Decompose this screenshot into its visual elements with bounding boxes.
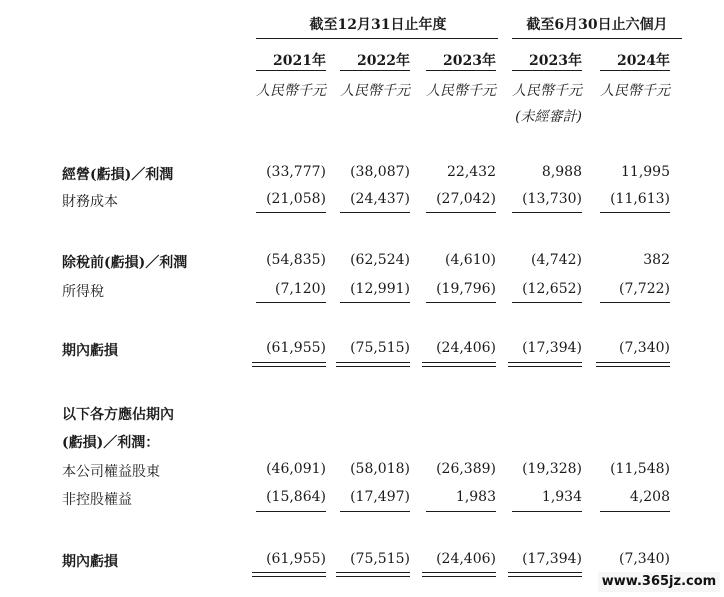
subtotal-rule xyxy=(256,212,326,213)
table-cell: (24,406) xyxy=(436,340,496,356)
subtotal-rule xyxy=(512,212,582,213)
row-label-profit-before-tax: 除稅前(虧損)／利潤 xyxy=(62,255,188,271)
total-double-rule xyxy=(508,572,582,577)
subtotal-rule xyxy=(426,212,496,213)
row-label-attributable-heading: 以下各方應佔期內 xyxy=(62,407,174,423)
total-double-rule xyxy=(336,362,410,367)
table-cell: (17,394) xyxy=(522,340,582,356)
row-label-operating-profit: 經營(虧損)／利潤 xyxy=(62,167,174,183)
table-cell: (13,730) xyxy=(522,191,582,207)
table-cell: (75,515) xyxy=(350,340,410,356)
total-double-rule xyxy=(336,572,410,577)
subtotal-rule xyxy=(426,302,496,303)
table-cell: (75,515) xyxy=(350,551,410,567)
table-cell: (15,864) xyxy=(266,489,326,505)
total-double-rule xyxy=(422,362,496,367)
table-cell: (7,340) xyxy=(618,340,670,356)
subtotal-rule xyxy=(600,511,670,512)
table-cell: (17,497) xyxy=(350,489,410,505)
table-cell: (62,524) xyxy=(350,252,410,268)
fiscal-year-group-rule xyxy=(256,38,498,39)
currency-unit: 人民幣千元 xyxy=(426,83,496,99)
total-double-rule xyxy=(422,572,496,577)
total-double-rule xyxy=(252,362,326,367)
table-cell: 22,432 xyxy=(447,164,496,180)
year-rule xyxy=(256,70,326,71)
table-cell: (21,058) xyxy=(266,191,326,207)
table-cell: (4,742) xyxy=(530,252,582,268)
year-rule xyxy=(512,70,582,71)
site-watermark: www.365jz.com xyxy=(598,572,720,592)
total-double-rule xyxy=(252,572,326,577)
currency-unit: 人民幣千元 xyxy=(600,83,670,99)
table-cell: (7,340) xyxy=(618,551,670,567)
table-cell: (12,991) xyxy=(350,281,410,297)
table-cell: (12,652) xyxy=(522,281,582,297)
table-cell: 1,934 xyxy=(541,489,582,505)
table-cell: (38,087) xyxy=(350,164,410,180)
currency-unit: 人民幣千元 xyxy=(512,83,582,99)
table-cell: 4,208 xyxy=(629,489,670,505)
unaudited-note: (未經審計) xyxy=(515,109,582,125)
table-cell: (19,328) xyxy=(522,461,582,477)
subtotal-rule xyxy=(426,511,496,512)
fiscal-year-group-heading: 截至12月31日止年度 xyxy=(309,17,447,33)
subtotal-rule xyxy=(340,511,410,512)
year-heading: 2024年 xyxy=(617,53,670,69)
table-cell: (33,777) xyxy=(266,164,326,180)
table-cell: (11,548) xyxy=(610,461,670,477)
subtotal-rule xyxy=(512,511,582,512)
year-rule xyxy=(340,70,410,71)
table-cell: (11,613) xyxy=(610,191,670,207)
table-cell: (7,722) xyxy=(618,281,670,297)
year-rule xyxy=(426,70,496,71)
year-rule xyxy=(600,70,670,71)
table-cell: (4,610) xyxy=(444,252,496,268)
table-cell: 8,988 xyxy=(541,164,582,180)
table-cell: (61,955) xyxy=(266,340,326,356)
year-heading: 2023年 xyxy=(443,53,496,69)
total-double-rule xyxy=(508,362,582,367)
row-label-loss-for-period-total: 期內虧損 xyxy=(62,554,118,570)
subtotal-rule xyxy=(340,212,410,213)
subtotal-rule xyxy=(256,302,326,303)
half-year-group-rule xyxy=(512,38,682,39)
table-cell: (54,835) xyxy=(266,252,326,268)
subtotal-rule xyxy=(256,511,326,512)
currency-unit: 人民幣千元 xyxy=(340,83,410,99)
table-cell: (61,955) xyxy=(266,551,326,567)
table-cell: 11,995 xyxy=(621,164,670,180)
year-heading: 2022年 xyxy=(357,53,410,69)
row-label-attributable-heading-cont: (虧損)／利潤： xyxy=(62,435,160,451)
table-cell: (7,120) xyxy=(274,281,326,297)
subtotal-rule xyxy=(600,302,670,303)
subtotal-rule xyxy=(512,302,582,303)
table-cell: (24,406) xyxy=(436,551,496,567)
half-year-group-heading: 截至6月30日止六個月 xyxy=(526,17,668,33)
year-heading: 2023年 xyxy=(529,53,582,69)
year-heading: 2021年 xyxy=(273,53,326,69)
currency-unit: 人民幣千元 xyxy=(256,83,326,99)
subtotal-rule xyxy=(600,212,670,213)
table-cell: (19,796) xyxy=(436,281,496,297)
row-label-finance-costs: 財務成本 xyxy=(62,194,118,210)
table-cell: 1,983 xyxy=(455,489,496,505)
row-label-non-controlling-interests: 非控股權益 xyxy=(62,492,132,508)
row-label-income-tax: 所得稅 xyxy=(62,284,104,300)
row-label-loss-for-period: 期內虧損 xyxy=(62,343,118,359)
subtotal-rule xyxy=(340,302,410,303)
table-cell: (46,091) xyxy=(266,461,326,477)
table-cell: (24,437) xyxy=(350,191,410,207)
row-label-equity-shareholders: 本公司權益股東 xyxy=(62,464,160,480)
table-cell: (26,389) xyxy=(436,461,496,477)
total-double-rule xyxy=(596,362,670,367)
table-cell: 382 xyxy=(643,252,670,268)
table-cell: (27,042) xyxy=(436,191,496,207)
table-cell: (58,018) xyxy=(350,461,410,477)
table-cell: (17,394) xyxy=(522,551,582,567)
